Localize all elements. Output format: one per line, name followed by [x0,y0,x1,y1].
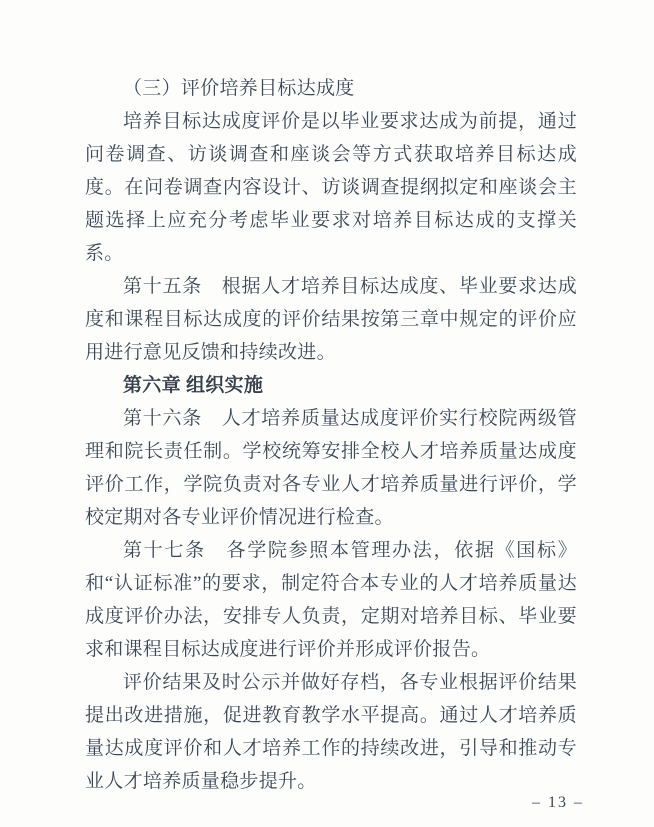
paragraph-article-15: 第十五条 根据人才培养目标达成度、毕业要求达成度和课程目标达成度的评价结果按第三章中规定的评价应用进行意见反馈和持续改进。 [85,276,577,363]
paragraph-article-17: 第十七条 各学院参照本管理办法，依据《国标》和“认证标准”的要求，制定符合本专业的人才培养质量达成度评价办法，安排专人负责，定期对培养目标、毕业要求和课程目标达成度进行评价并形成评价报告。 [85,540,577,660]
paragraph-evaluation-method: 培养目标达成度评价是以毕业要求达成为前提，通过问卷调查、访谈调查和座谈会等方式获取培养目标达成度。在问卷调查内容设计、访谈调查提纲拟定和座谈会主题选择上应充分考虑毕业要求对培养目标达成的支撑关系。 [85,111,577,264]
chapter-heading: 第六章 组织实施 [123,375,264,396]
paragraph-closing: 评价结果及时公示并做好存档，各专业根据评价结果提出改进措施，促进教育教学水平提高。通过人才培养质量达成度评价和人才培养工作的持续改进，引导和推动专业人才培养质量稳步提升。 [85,672,577,792]
subsection-heading: （三）评价培养目标达成度 [123,78,355,99]
document-body [85,72,577,798]
page-number: – 13 – [532,794,584,811]
paragraph-article-16: 第十六条 人才培养质量达成度评价实行校院两级管理和院长责任制。学校统筹安排全校人才培养质量达成度评价工作，学院负责对各专业人才培养质量进行评价，学校定期对各专业评价情况进行检查。 [85,408,577,528]
